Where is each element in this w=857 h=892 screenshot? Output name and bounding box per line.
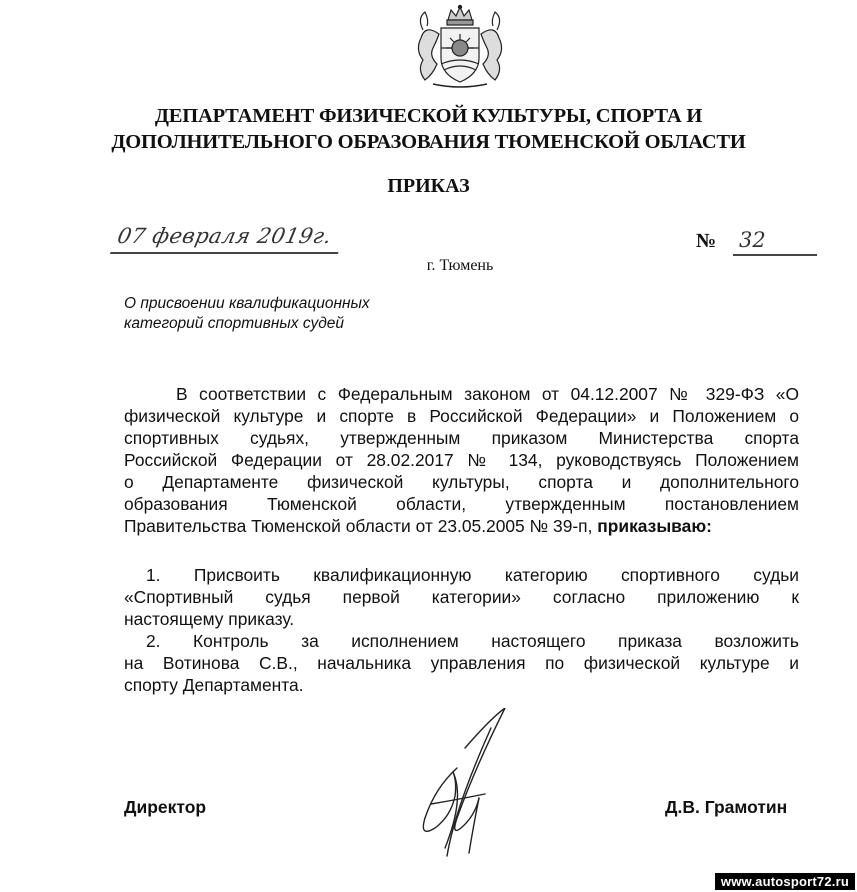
preamble-line: образования Тюменской области, утвержденным постановлением bbox=[124, 494, 799, 514]
document-type-title: ПРИКАЗ bbox=[387, 175, 470, 197]
subject-line: категорий спортивных судей bbox=[124, 315, 344, 332]
city-line: г. Тюмень bbox=[426, 257, 494, 274]
preamble-line: Российской Федерации от 28.02.2017 № 134, руководствуясь Положением bbox=[124, 450, 799, 470]
department-name-line1: ДЕПАРТАМЕНТ ФИЗИЧЕСКОЙ КУЛЬТУРЫ, СПОРТА И bbox=[154, 105, 703, 127]
item-line: спорту Департамента. bbox=[124, 675, 304, 695]
preamble-paragraph bbox=[124, 383, 799, 537]
item-line: на Вотинова С.В., начальника управления по физической культуре и bbox=[124, 653, 799, 673]
subject-line: О присвоении квалификационных bbox=[124, 295, 370, 312]
signatory-name: Д.В. Грамотин bbox=[665, 797, 788, 817]
order-item-2 bbox=[124, 630, 799, 696]
handwritten-signature bbox=[395, 708, 525, 858]
handwritten-order-number: 32 bbox=[739, 228, 766, 252]
department-name-line2: ДОПОЛНИТЕЛЬНОГО ОБРАЗОВАНИЯ ТЮМЕНСКОЙ ОБЛАСТИ bbox=[111, 131, 746, 153]
coat-of-arms-icon bbox=[403, 4, 517, 90]
signatory-position: Директор bbox=[124, 797, 207, 817]
preamble-last-line bbox=[124, 515, 799, 537]
order-item-1 bbox=[124, 564, 799, 630]
date-underline bbox=[110, 252, 338, 254]
order-number-label: № bbox=[696, 230, 717, 252]
handwritten-date-text: 07 февраля 2019г. bbox=[115, 224, 335, 248]
order-subject bbox=[124, 294, 370, 334]
item-line: 1. Присвоить квалификационную категорию спортивного судьи bbox=[146, 565, 799, 585]
handwritten-date bbox=[114, 224, 351, 256]
source-watermark: www.autosport72.ru bbox=[715, 873, 855, 890]
decree-word: приказываю: bbox=[597, 516, 712, 536]
preamble-line: Правительства Тюменской области от 23.05.2005 № 39-п, bbox=[124, 516, 593, 536]
preamble-line: физической культуре и спорте в Российской Федерации» и Положением о bbox=[124, 406, 799, 426]
order-number-field bbox=[733, 228, 823, 256]
item-line: «Спортивный судья первой категории» согласно приложению к bbox=[124, 587, 799, 607]
item-line: 2. Контроль за исполнением настоящего приказа возложить bbox=[146, 631, 799, 651]
item-line: настоящему приказу. bbox=[124, 609, 295, 629]
preamble-line: о Департаменте физической культуры, спорта и дополнительного bbox=[124, 472, 799, 492]
preamble-line: спортивных судьях, утвержденным приказом Министерства спорта bbox=[124, 428, 799, 448]
preamble-line: В соответствии с Федеральным законом от 04.12.2007 № 329-ФЗ «О bbox=[176, 384, 799, 404]
number-underline bbox=[733, 254, 817, 256]
